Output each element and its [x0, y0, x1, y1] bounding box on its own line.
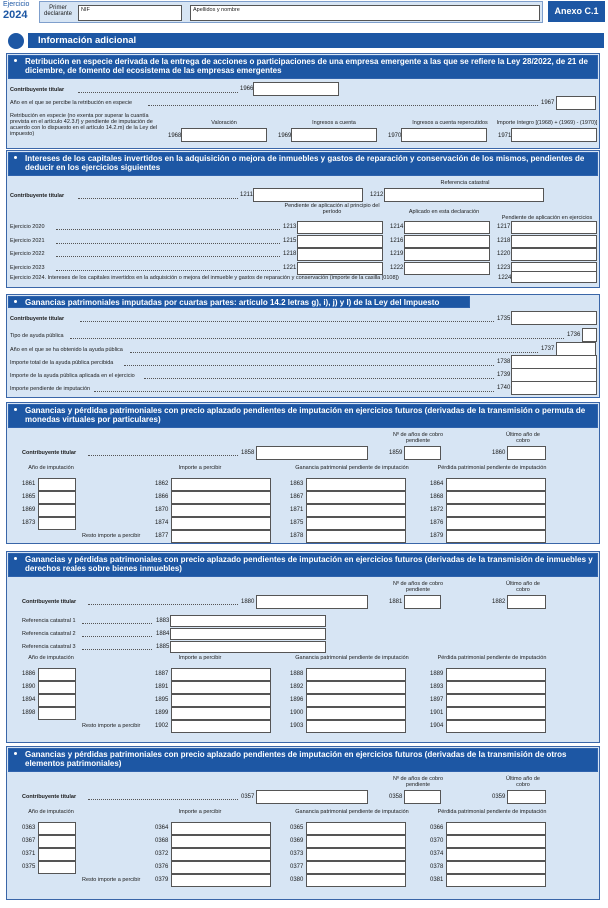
s4-field-ultimo[interactable]: [507, 446, 546, 460]
s6-code-ultimo: 0359: [492, 794, 506, 800]
s4-header-h_ganancia: Ganancia patrimonial pendiente de imputación: [295, 465, 409, 471]
s3-anio-label: Año en el que se ha obtenido la ayuda pública: [10, 347, 123, 353]
s5-grid-field[interactable]: [306, 707, 406, 720]
bullet-icon: [14, 408, 17, 411]
s5-grid-field[interactable]: [446, 694, 546, 707]
s2-col2-label: Aplicado en esta declaración: [408, 209, 480, 215]
s4-resto-field[interactable]: [446, 530, 546, 543]
s5-grid-code: 1900: [290, 710, 304, 716]
s2-field-b[interactable]: [404, 221, 490, 234]
s4-resto-field[interactable]: [306, 530, 406, 543]
s4-grid-code: 1861: [22, 481, 36, 487]
s2-row-label: Ejercicio 2021: [10, 237, 45, 244]
importe-integro-label: Importe íntegro [(1968) + (1969) - (1970)]: [496, 120, 598, 126]
s6-grid-field[interactable]: [171, 848, 271, 861]
s4-grid-code: 1866: [155, 494, 169, 500]
dotted-leader: [124, 365, 494, 366]
s6-grid-code: 0369: [290, 838, 304, 844]
s2-field-c[interactable]: [511, 235, 597, 248]
s4-code-anios: 1859: [389, 450, 403, 456]
s2-field-b[interactable]: [404, 235, 490, 248]
dotted-leader: [56, 243, 280, 244]
s4-grid-code: 1865: [22, 494, 36, 500]
s5-grid-field[interactable]: [171, 668, 271, 681]
dotted-leader: [88, 799, 238, 800]
s4-grid-field[interactable]: [446, 517, 546, 530]
s4-grid-code: 1869: [22, 507, 36, 513]
s4-grid-field[interactable]: [446, 491, 546, 504]
dotted-leader: [80, 321, 494, 322]
s2-code-a: 1221: [283, 264, 297, 271]
s6-n-anios-label: Nº de años de cobro pendiente: [392, 776, 443, 788]
ingresos-label: Ingresos a cuenta: [312, 120, 356, 126]
code-1738: 1738: [497, 359, 511, 365]
s6-header-h_anio: Año de imputación: [28, 809, 74, 815]
code-1971: 1971: [498, 133, 512, 139]
s5-header-h_anio: Año de imputación: [28, 655, 74, 661]
s5-grid-code: 1899: [155, 710, 169, 716]
s6-grid-code: 0372: [155, 851, 169, 857]
bullet-icon: [14, 156, 17, 159]
ejercicio-label: Ejercicio: [3, 1, 30, 8]
s5-n-anios-label: Nº de años de cobro pendiente: [392, 581, 443, 593]
s2-row2024-label: Ejercicio 2024. Intereses de los capitales invertidos en la adquisición o mejora del inmueble y gastos de reparación y conservación (importe de la casilla [0108]): [10, 275, 399, 281]
dotted-leader: [56, 229, 280, 230]
s6-resto-field[interactable]: [171, 874, 271, 887]
s2-field-c[interactable]: [511, 248, 597, 261]
s3-total-label: Importe total de la ayuda pública percibida: [10, 360, 114, 366]
s4-grid-field[interactable]: [171, 491, 271, 504]
field-1740[interactable]: [511, 381, 597, 395]
s3-aplicada-label: Importe de la ayuda pública aplicada en el ejercicio: [10, 373, 135, 379]
s3-tipo-label: Tipo de ayuda pública: [10, 333, 64, 339]
s5-ultimo-label: Último año de cobro: [506, 581, 540, 593]
s2-field-a[interactable]: [297, 235, 383, 248]
s5-grid-field[interactable]: [38, 707, 76, 720]
field-1735[interactable]: [511, 311, 597, 325]
s4-grid-field[interactable]: [38, 478, 76, 491]
s6-grid-code: 0363: [22, 825, 36, 831]
s5-grid-field[interactable]: [38, 668, 76, 681]
field-1737[interactable]: [556, 342, 596, 356]
section-3-title: Ganancias patrimoniales imputadas por cuartas partes: artículo 14.2 letras g), i), j) y l) de la Ley del Impuesto: [8, 296, 470, 308]
ref-catastral-label: Referencia catastral 3: [22, 644, 76, 650]
field-1967[interactable]: [556, 96, 596, 110]
s4-grid-code: 1867: [290, 494, 304, 500]
dotted-leader: [78, 92, 238, 93]
s5-grid-code: 1897: [430, 697, 444, 703]
s6-grid-field[interactable]: [38, 822, 76, 835]
s2-row-label: Ejercicio 2023: [10, 264, 45, 271]
s4-grid-field[interactable]: [38, 517, 76, 530]
s6-grid-code: 0364: [155, 825, 169, 831]
s2-code-b: 1219: [390, 251, 404, 257]
s5-grid-field[interactable]: [446, 681, 546, 694]
dotted-leader: [82, 649, 152, 650]
code-1735: 1735: [497, 316, 511, 322]
valoracion-label: Valoración: [211, 120, 237, 126]
ref-catastral-code: 1883: [156, 618, 170, 624]
code-1211: 1211: [240, 192, 253, 198]
primer-declarante-label: Primer declarante: [43, 5, 73, 18]
s5-grid-code: 1886: [22, 671, 36, 677]
s2-field-b[interactable]: [404, 262, 490, 275]
s4-grid-code: 1870: [155, 507, 169, 513]
s6-header-h_perdida: Pérdida patrimonial pendiente de imputación: [437, 809, 547, 815]
s5-grid-code: 1893: [430, 684, 444, 690]
code-1212: 1212: [370, 192, 384, 198]
s3-pendiente-label: Importe pendiente de imputación: [10, 386, 91, 392]
s2-row-label: Ejercicio 2022: [10, 251, 45, 257]
s6-code-titular: 0357: [241, 794, 255, 800]
s1-retrib-label: Retribución en especie (no exenta por superar la cuantía prevista en el artículo 42.3.f) y pendiente de imputación de acuerdo con lo dispuesto en el artículo 14.2.m) de la Ley del impuesto): [10, 113, 158, 137]
s4-resto-code: 1877: [155, 533, 169, 539]
s4-grid-field[interactable]: [171, 517, 271, 530]
s5-grid-field[interactable]: [306, 668, 406, 681]
s6-grid-field[interactable]: [446, 822, 546, 835]
s5-grid-code: 1891: [155, 684, 169, 690]
nif-label: NIF: [81, 7, 90, 13]
s2-code-a: 1215: [283, 237, 297, 244]
s6-code-anios: 0358: [389, 794, 403, 800]
anexo-badge: Anexo C.1: [548, 1, 605, 22]
code-1739: 1739: [497, 372, 511, 378]
s4-grid-field[interactable]: [446, 504, 546, 517]
ref-catastral-field[interactable]: [170, 641, 326, 653]
s5-code-titular: 1880: [241, 599, 255, 605]
s2-field-b[interactable]: [404, 248, 490, 261]
s6-grid-field[interactable]: [306, 861, 406, 874]
s4-grid-code: 1863: [290, 481, 304, 487]
s5-grid-code: 1887: [155, 671, 169, 677]
main-title: Información adicional: [28, 33, 604, 48]
field-1969[interactable]: [291, 128, 377, 142]
code-1968: 1968: [168, 133, 182, 139]
s3-contribuyente-label: Contribuyente titular: [10, 316, 65, 322]
s6-grid-code: 0368: [155, 838, 169, 844]
s5-field-anios[interactable]: [404, 595, 441, 609]
code-1970: 1970: [388, 133, 402, 139]
s5-grid-field[interactable]: [306, 681, 406, 694]
field-1224[interactable]: [511, 271, 597, 283]
s6-grid-code: 0377: [290, 864, 304, 870]
s6-grid-field[interactable]: [446, 861, 546, 874]
s4-n-anios-label: Nº de años de cobro pendiente: [392, 432, 443, 444]
s4-grid-field[interactable]: [306, 504, 406, 517]
dotted-leader: [56, 256, 280, 257]
section-s4-title: Ganancias y pérdidas patrimoniales con precio aplazado pendientes de imputación en ejercicios futuros (derivadas de la transmisión o permuta de monedas virtuales por particulares): [8, 404, 598, 428]
s2-code-b: 1214: [390, 224, 404, 230]
dotted-leader: [56, 270, 280, 271]
dotted-leader: [82, 623, 152, 624]
ref-catastral-field[interactable]: [170, 615, 326, 627]
s2-code-b: 1222: [390, 264, 404, 271]
dotted-leader: [88, 455, 238, 456]
s6-resto-code: 0380: [290, 877, 304, 883]
s6-grid-field[interactable]: [306, 835, 406, 848]
s2-field-a[interactable]: [297, 221, 383, 234]
s4-header-h_perdida: Pérdida patrimonial pendiente de imputación: [437, 465, 547, 471]
header-year-block: [0, 0, 38, 24]
field-1970[interactable]: [401, 128, 487, 142]
s5-grid-code: 1888: [290, 671, 304, 677]
ref-catastral-code: 1885: [156, 644, 170, 650]
s6-grid-code: 0365: [290, 825, 304, 831]
s6-grid-code: 0370: [430, 838, 444, 844]
s5-grid-field[interactable]: [171, 707, 271, 720]
field-1211[interactable]: [253, 188, 363, 202]
s6-resto-field[interactable]: [306, 874, 406, 887]
field-1968[interactable]: [181, 128, 267, 142]
s6-grid-code: 0378: [430, 864, 444, 870]
s6-grid-field[interactable]: [38, 835, 76, 848]
s5-grid-field[interactable]: [446, 707, 546, 720]
s6-contribuyente-label: Contribuyente titular: [22, 794, 77, 800]
s6-resto-field[interactable]: [446, 874, 546, 887]
main-bullet: [8, 33, 24, 49]
s5-code-ultimo: 1882: [492, 599, 506, 605]
dotted-leader: [148, 105, 538, 106]
code-1969: 1969: [278, 133, 292, 139]
s6-grid-code: 0374: [430, 851, 444, 857]
s4-ultimo-label: Último año de cobro: [506, 432, 540, 444]
dotted-leader: [144, 378, 494, 379]
s5-resto-label: Resto importe a percibir: [82, 723, 141, 729]
field-1739[interactable]: [511, 368, 597, 382]
s5-header-h_importe: Importe a percibir: [178, 655, 222, 661]
field-1966[interactable]: [253, 82, 339, 96]
code-1740: 1740: [497, 385, 511, 391]
s4-grid-field[interactable]: [306, 478, 406, 491]
field-1738[interactable]: [511, 355, 597, 369]
code-1736: 1736: [567, 332, 581, 338]
s5-grid-code: 1894: [22, 697, 36, 703]
s6-resto-code: 0379: [155, 877, 169, 883]
s4-grid-field[interactable]: [171, 478, 271, 491]
s6-ultimo-label: Último año de cobro: [506, 776, 540, 788]
s6-field-titular[interactable]: [256, 790, 368, 804]
s2-field-c[interactable]: [511, 221, 597, 234]
s4-resto-code: 1878: [290, 533, 304, 539]
s5-grid-field[interactable]: [306, 694, 406, 707]
s2-contribuyente-label: Contribuyente titular: [10, 193, 65, 199]
s4-resto-field[interactable]: [171, 530, 271, 543]
ref-catastral-label: Referencia catastral 2: [22, 631, 76, 637]
s5-grid-code: 1890: [22, 684, 36, 690]
ingresos-rep-label: Ingresos a cuenta repercutidos: [412, 120, 488, 126]
field-1971[interactable]: [511, 128, 597, 142]
s2-code-a: 1218: [283, 251, 297, 257]
s2-code-c: 1218: [497, 237, 511, 244]
s4-grid-code: 1874: [155, 520, 169, 526]
s2-code-c: 1220: [497, 251, 511, 257]
s5-grid-field[interactable]: [38, 681, 76, 694]
s4-grid-code: 1868: [430, 494, 444, 500]
s6-grid-field[interactable]: [446, 835, 546, 848]
s6-grid-field[interactable]: [171, 822, 271, 835]
ref-catastral-label: Referencia catastral: [440, 180, 490, 186]
s4-grid-code: 1875: [290, 520, 304, 526]
s4-grid-field[interactable]: [171, 504, 271, 517]
s5-code-anios: 1881: [389, 599, 403, 605]
s5-grid-field[interactable]: [446, 668, 546, 681]
s4-grid-code: 1864: [430, 481, 444, 487]
s2-col1-label: Pendiente de aplicación al principio del período: [284, 203, 380, 215]
s2-field-a[interactable]: [297, 262, 383, 275]
ref-catastral-field[interactable]: [170, 628, 326, 640]
s4-resto-label: Resto importe a percibir: [82, 533, 141, 539]
s6-grid-code: 0371: [22, 851, 36, 857]
s5-resto-field[interactable]: [446, 720, 546, 733]
s4-grid-field[interactable]: [38, 491, 76, 504]
bullet-icon: [14, 557, 17, 560]
ref-catastral-label: Referencia catastral 1: [22, 618, 76, 624]
nif-field[interactable]: [78, 5, 182, 21]
s6-field-ultimo[interactable]: [507, 790, 546, 804]
s5-grid-field[interactable]: [171, 681, 271, 694]
apellidos-label: Apellidos y nombre: [193, 7, 240, 13]
s6-grid-field[interactable]: [306, 822, 406, 835]
s6-grid-code: 0376: [155, 864, 169, 870]
s5-field-ultimo[interactable]: [507, 595, 546, 609]
code-1966: 1966: [240, 86, 254, 92]
code-1967: 1967: [541, 100, 555, 106]
s4-header-h_anio: Año de imputación: [28, 465, 74, 471]
dotted-leader: [88, 604, 238, 605]
s6-grid-field[interactable]: [446, 848, 546, 861]
s2-field-a[interactable]: [297, 248, 383, 261]
s5-contribuyente-label: Contribuyente titular: [22, 599, 77, 605]
s5-grid-code: 1898: [22, 710, 36, 716]
s4-grid-field[interactable]: [306, 517, 406, 530]
s6-grid-code: 0373: [290, 851, 304, 857]
s4-grid-code: 1876: [430, 520, 444, 526]
s5-grid-code: 1889: [430, 671, 444, 677]
bullet-icon: [14, 59, 17, 62]
s4-resto-code: 1879: [430, 533, 444, 539]
s5-grid-field[interactable]: [171, 694, 271, 707]
s6-grid-field[interactable]: [38, 848, 76, 861]
year-value: 2024: [3, 9, 28, 21]
s6-header-h_importe: Importe a percibir: [178, 809, 222, 815]
section-1-title: Retribución en especie derivada de la entrega de acciones o participaciones de una empresa emergente a las que se refiere la Ley 28/2022, de 21 de diciembre, de fomento del ecosistema de las empresas emergentes: [8, 55, 598, 79]
section-s6-title: Ganancias y pérdidas patrimoniales con precio aplazado pendientes de imputación en ejercicios futuros (derivadas de la transmisión de otros elementos patrimoniales): [8, 748, 598, 772]
s5-resto-code: 1904: [430, 723, 444, 729]
s5-grid-code: 1896: [290, 697, 304, 703]
s6-resto-code: 0381: [430, 877, 444, 883]
s5-field-titular[interactable]: [256, 595, 368, 609]
s6-grid-code: 0367: [22, 838, 36, 844]
s6-grid-field[interactable]: [306, 848, 406, 861]
s5-resto-field[interactable]: [306, 720, 406, 733]
bullet-icon: [14, 300, 17, 303]
s2-code-c: 1217: [497, 224, 511, 230]
s2-code-b: 1216: [390, 237, 404, 244]
s6-grid-field[interactable]: [38, 861, 76, 874]
s6-grid-code: 0375: [22, 864, 36, 870]
s5-grid-code: 1901: [430, 710, 444, 716]
s6-grid-field[interactable]: [171, 861, 271, 874]
dotted-leader: [70, 338, 564, 339]
apellidos-field[interactable]: [190, 5, 540, 21]
section-2-title: Intereses de los capitales invertidos en la adquisición o mejora de inmuebles y gastos de reparación y conservación de los mismos, pendientes de deducir en los ejercicios siguientes: [8, 152, 598, 176]
s5-resto-code: 1902: [155, 723, 169, 729]
s4-grid-field[interactable]: [306, 491, 406, 504]
s5-resto-field[interactable]: [171, 720, 271, 733]
s2-col3-label: Pendiente de aplicación en ejercicios: [501, 215, 593, 221]
s4-header-h_importe: Importe a percibir: [178, 465, 222, 471]
s4-grid-code: 1873: [22, 520, 36, 526]
s4-grid-code: 1872: [430, 507, 444, 513]
s4-grid-field[interactable]: [446, 478, 546, 491]
s2-row-label: Ejercicio 2020: [10, 224, 45, 230]
s4-code-ultimo: 1860: [492, 450, 506, 456]
s1-anio-label: Año en el que se percibe la retribución en especie: [10, 100, 132, 106]
s6-grid-field[interactable]: [171, 835, 271, 848]
s6-header-h_ganancia: Ganancia patrimonial pendiente de imputación: [295, 809, 409, 815]
s5-grid-code: 1895: [155, 697, 169, 703]
s4-code-titular: 1858: [241, 450, 255, 456]
dotted-leader: [94, 391, 494, 392]
s6-field-anios[interactable]: [404, 790, 441, 804]
s2-code-c: 1223: [497, 264, 511, 271]
bullet-icon: [14, 752, 17, 755]
section-s5-title: Ganancias y pérdidas patrimoniales con precio aplazado pendientes de imputación en ejercicios futuros (derivadas de la transmisión de inmuebles y derechos reales sobre bienes inmuebles): [8, 553, 598, 577]
code-1737: 1737: [541, 346, 555, 352]
s5-header-h_perdida: Pérdida patrimonial pendiente de imputación: [437, 655, 547, 661]
s4-grid-code: 1862: [155, 481, 169, 487]
dotted-leader: [78, 198, 238, 199]
s5-resto-code: 1903: [290, 723, 304, 729]
code-1224: 1224: [498, 275, 512, 281]
ref-catastral-code: 1884: [156, 631, 170, 637]
s5-grid-field[interactable]: [38, 694, 76, 707]
s4-grid-field[interactable]: [38, 504, 76, 517]
s4-field-titular[interactable]: [256, 446, 368, 460]
s4-grid-code: 1871: [290, 507, 304, 513]
dotted-leader: [82, 636, 152, 637]
s5-header-h_ganancia: Ganancia patrimonial pendiente de imputación: [295, 655, 409, 661]
s6-grid-code: 0366: [430, 825, 444, 831]
field-1736[interactable]: [582, 328, 597, 342]
s1-contribuyente-label: Contribuyente titular: [10, 87, 65, 93]
dotted-leader: [130, 352, 538, 353]
s4-field-anios[interactable]: [404, 446, 441, 460]
s2-code-a: 1213: [283, 224, 297, 230]
s5-grid-code: 1892: [290, 684, 304, 690]
field-1212[interactable]: [384, 188, 544, 202]
s6-resto-label: Resto importe a percibir: [82, 877, 141, 883]
s4-contribuyente-label: Contribuyente titular: [22, 450, 77, 456]
